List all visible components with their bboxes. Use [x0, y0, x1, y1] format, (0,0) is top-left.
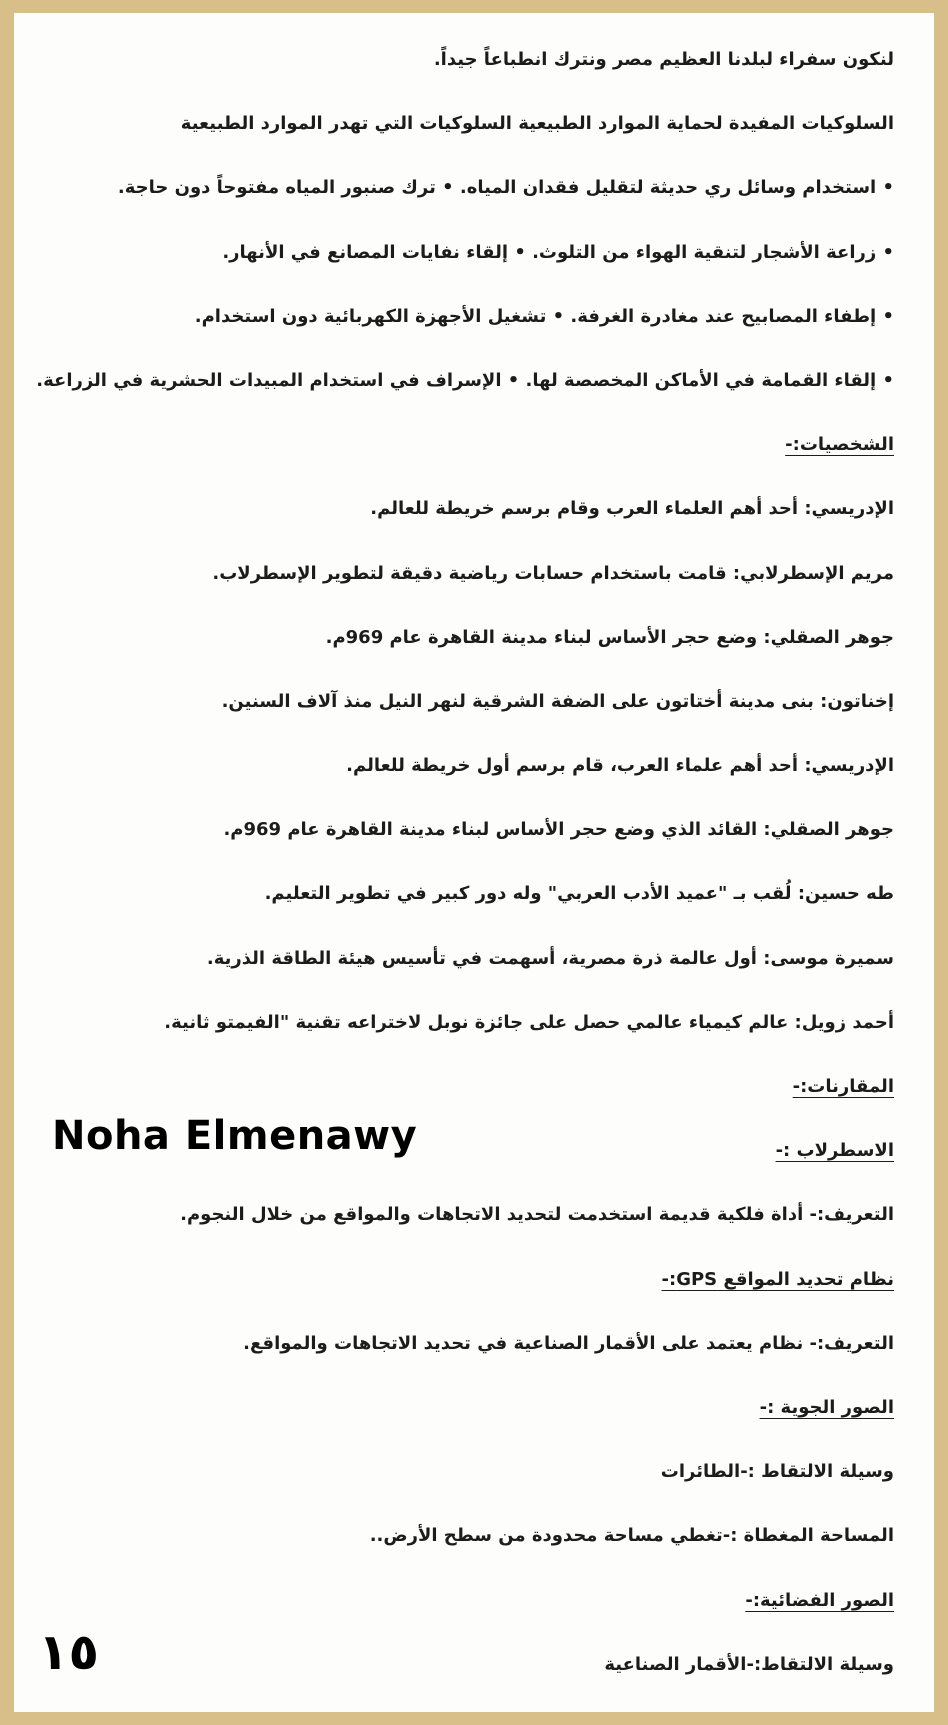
document-body — [34, 45, 894, 1712]
section-heading — [34, 1586, 894, 1650]
section-heading — [34, 430, 894, 494]
line-text: • إطفاء المصابيح عند مغادرة الغرفة. • تشغيل الأجهزة الكهربائية دون استخدام. — [194, 305, 894, 327]
line-text: المقارنات:- — [792, 1076, 894, 1097]
text-line — [34, 1008, 894, 1072]
document-page — [14, 13, 934, 1712]
line-text: سميرة موسى: أول عالمة ذرة مصرية، أسهمت في تأسيس هيئة الطاقة الذرية. — [206, 947, 894, 969]
line-text: • استخدام وسائل ري حديثة لتقليل فقدان المياه. • ترك صنبور المياه مفتوحاً دون حاجة. — [117, 177, 894, 199]
line-text: طه حسين: لُقب بـ "عميد الأدب العربي" وله دور كبير في تطوير التعليم. — [264, 883, 894, 905]
text-line — [34, 559, 894, 623]
text-line — [34, 1650, 894, 1712]
line-text: جوهر الصقلي: القائد الذي وضع حجر الأساس لبناء مدينة القاهرة عام 969م. — [223, 819, 894, 841]
line-text: التعريف:- أداة فلكية قديمة استخدمت لتحديد الاتجاهات والمواقع من خلال النجوم. — [180, 1204, 894, 1226]
line-text: المساحة المغطاة :-تغطي مساحة محدودة من سطح الأرض.. — [369, 1525, 894, 1547]
text-line — [34, 687, 894, 751]
line-text: إخناتون: بنى مدينة أختاتون على الضفة الشرقية لنهر النيل منذ آلاف السنين. — [221, 690, 894, 712]
text-line — [34, 944, 894, 1008]
line-text: • إلقاء القمامة في الأماكن المخصصة لها. • الإسراف في استخدام المبيدات الحشرية في الزراعة. — [36, 369, 894, 391]
text-line — [34, 366, 894, 430]
line-text: الاسطرلاب :- — [775, 1140, 894, 1162]
line-text: نظام تحديد المواقع GPS:- — [661, 1268, 894, 1290]
line-text: لنكون سفراء لبلدنا العظيم مصر ونترك انطباعاً جيداً. — [433, 49, 894, 70]
line-text: وسيلة الالتقاط:-الأقمار الصناعية — [604, 1653, 894, 1675]
text-line — [34, 751, 894, 815]
text-line — [34, 879, 894, 943]
line-text: التعريف:- نظام يعتمد على الأقمار الصناعية في تحديد الاتجاهات والمواقع. — [243, 1332, 894, 1354]
section-heading — [34, 1265, 894, 1329]
page-number: ١٥ — [38, 1623, 100, 1681]
text-line — [34, 815, 894, 879]
section-heading — [34, 1393, 894, 1457]
line-text: وسيلة الالتقاط :-الطائرات — [660, 1461, 894, 1483]
text-line — [34, 302, 894, 366]
line-text: • زراعة الأشجار لتنقية الهواء من التلوث. • إلقاء نفايات المصانع في الأنهار. — [222, 241, 894, 263]
text-line — [34, 1329, 894, 1393]
line-text: جوهر الصقلي: وضع حجر الأساس لبناء مدينة القاهرة عام 969م. — [325, 626, 894, 648]
text-line — [34, 238, 894, 302]
line-text: الإدريسي: أحد أهم علماء العرب، قام برسم أول خريطة للعالم. — [346, 755, 894, 777]
author-watermark: Noha Elmenawy — [52, 1113, 418, 1159]
line-text: مريم الإسطرلابي: قامت باستخدام حسابات رياضية دقيقة لتطوير الإسطرلاب. — [212, 562, 894, 584]
line-text: السلوكيات المفيدة لحماية الموارد الطبيعية السلوكيات التي تهدر الموارد الطبيعية — [180, 113, 894, 135]
text-line — [34, 494, 894, 558]
line-text: الإدريسي: أحد أهم العلماء العرب وقام برسم خريطة للعالم. — [370, 498, 894, 520]
text-line — [34, 173, 894, 237]
line-text: الصور الفضائية:- — [745, 1589, 894, 1611]
line-text: أحمد زويل: عالم كيمياء عالمي حصل على جائزة نوبل لاختراعه تقنية "الفيمتو ثانية. — [164, 1011, 894, 1033]
text-line — [34, 623, 894, 687]
text-line — [34, 1457, 894, 1521]
text-line — [34, 1521, 894, 1585]
text-line — [34, 109, 894, 173]
line-text: الشخصيات:- — [785, 434, 894, 456]
text-line — [34, 45, 894, 109]
text-line — [34, 1200, 894, 1264]
line-text: الصور الجوية :- — [759, 1396, 894, 1418]
